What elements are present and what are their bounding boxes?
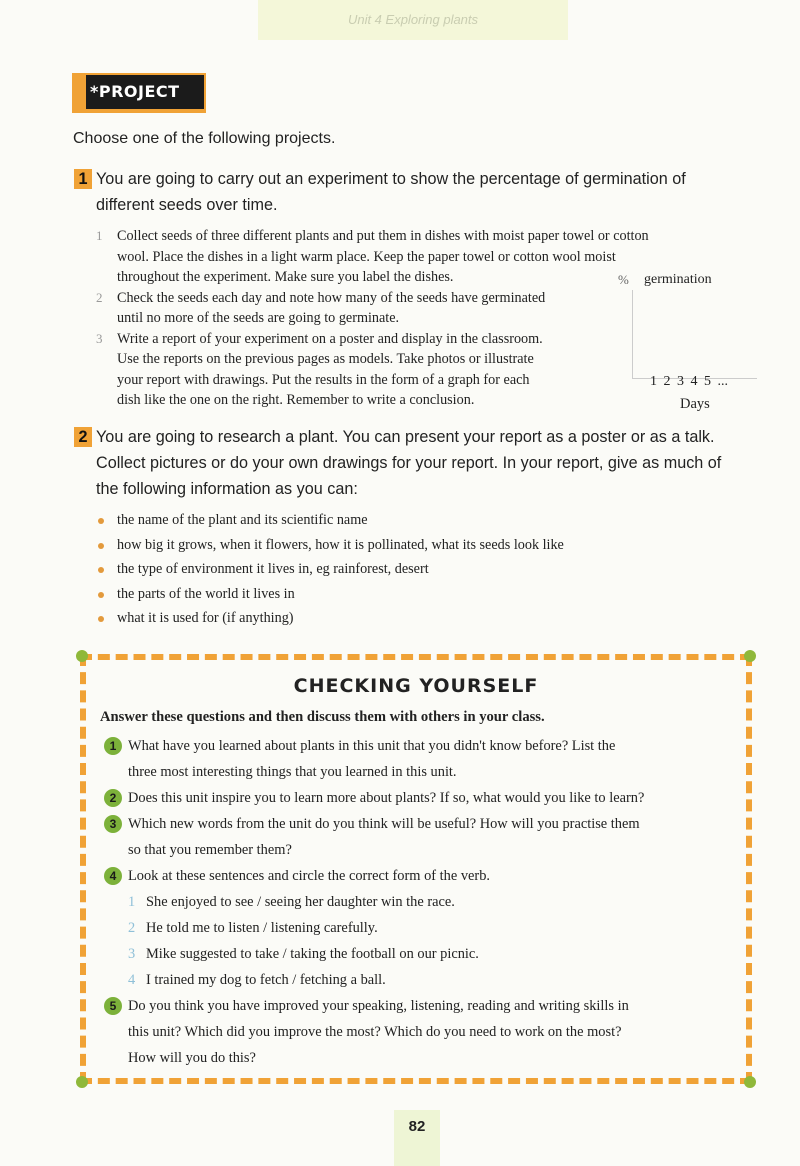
question-line: Does this unit inspire you to learn more about plants? If so, what would you like to learn? [128, 790, 645, 806]
step-line: wool. Place the dishes in a light warm place. Keep the paper towel or cotton wool moist [117, 248, 616, 265]
sentence-text: He told me to listen / listening carefully. [146, 920, 378, 936]
question-number-badge: 3 [104, 815, 122, 833]
sentence-item [128, 967, 386, 993]
step-number: 1 [96, 228, 103, 243]
step-line: Collect seeds of three different plants and put them in dishes with moist paper towel or cotton [117, 228, 649, 244]
question-line: Do you think you have improved your speaking, listening, reading and writing skills in [128, 998, 629, 1014]
list-item: the type of environment it lives in, eg rainforest, desert [96, 557, 564, 582]
list-item: the name of the plant and its scientific name [96, 508, 564, 533]
question-line: Which new words from the unit do you think will be useful? How will you practise them [128, 816, 640, 832]
step-line: until no more of the seeds are going to germinate. [117, 310, 400, 326]
step-line: Write a report of your experiment on a poster and display in the classroom. [117, 330, 543, 347]
sentence-number: 3 [128, 946, 136, 962]
task-2-line: Collect pictures or do your own drawings for your report. In your report, give as much of [96, 454, 722, 472]
task-2-line: the following information as you can: [96, 480, 358, 498]
sentence-number: 4 [128, 972, 136, 988]
graph-x-label: Days [680, 396, 710, 412]
question-number-badge: 4 [104, 867, 122, 885]
page-number: 82 [408, 1118, 426, 1135]
step-number: 3 [96, 330, 103, 346]
corner-dot [744, 1076, 756, 1088]
step-line: Check the seeds each day and note how many of the seeds have germinated [117, 289, 546, 306]
sentence-item [128, 941, 479, 967]
question-4 [104, 863, 744, 889]
task-2-bullets [96, 508, 564, 631]
question-number-badge: 1 [104, 737, 122, 755]
step-line: Use the reports on the previous pages as models. Take photos or illustrate [117, 351, 534, 367]
step-line: your report with drawings. Put the results in the form of a graph for each [117, 371, 530, 388]
task-1-text-line2: different seeds over time. [96, 196, 278, 214]
question-line: this unit? Which did you improve the most? Which do you need to work on the most? [128, 1024, 622, 1040]
step-line: throughout the experiment. Make sure you label the dishes. [117, 269, 454, 285]
project-intro: Choose one of the following projects. [73, 130, 336, 147]
sentence-item [128, 889, 455, 915]
project-banner [72, 73, 206, 113]
graph-y-label: germination [644, 272, 712, 287]
question-line: three most interesting things that you learned in this unit. [128, 764, 457, 780]
corner-dot [76, 1076, 88, 1088]
corner-dot [76, 650, 88, 662]
question-1 [104, 733, 744, 785]
task-1-number: 1 [74, 169, 92, 189]
question-number-badge: 2 [104, 789, 122, 807]
question-number-badge: 5 [104, 997, 122, 1015]
list-item: the parts of the world it lives in [96, 582, 564, 607]
task-2-line: You are going to research a plant. You can present your report as a poster or as a talk. [96, 428, 715, 446]
sentence-item [128, 915, 378, 941]
germination-graph-sketch [618, 268, 768, 414]
sentence-text: She enjoyed to see / seeing her daughter win the race. [146, 894, 455, 910]
question-line: What have you learned about plants in this unit that you didn't know before? List the [128, 738, 616, 754]
checking-yourself-title: CHECKING YOURSELF [293, 675, 539, 697]
question-line: so that you remember them? [128, 842, 292, 858]
graph-y-axis [632, 290, 633, 378]
task-1 [74, 166, 764, 218]
sentence-number: 2 [128, 920, 136, 936]
checking-yourself-instruction: Answer these questions and then discuss them with others in your class. [100, 709, 545, 725]
question-line: How will you do this? [128, 1050, 256, 1066]
project-banner-label: *PROJECT [86, 75, 204, 109]
task-2 [74, 424, 764, 502]
graph-y-unit: % [618, 272, 629, 287]
list-item: how big it grows, when it flowers, how it is pollinated, what its seeds look like [96, 533, 564, 558]
question-5 [104, 993, 744, 1071]
corner-dot [744, 650, 756, 662]
step-line: dish like the one on the right. Remember to write a conclusion. [117, 392, 475, 408]
sentence-text: I trained my dog to fetch / fetching a ball. [146, 972, 386, 988]
sentence-text: Mike suggested to take / taking the football on our picnic. [146, 946, 479, 962]
task-1-text-line1: You are going to carry out an experiment to show the percentage of germination of [96, 170, 686, 188]
question-3 [104, 811, 744, 863]
question-2 [104, 785, 744, 811]
task-2-number: 2 [74, 427, 92, 447]
step-number: 2 [96, 289, 103, 305]
unit-title: Unit 4 Exploring plants [347, 12, 479, 27]
list-item: what it is used for (if anything) [96, 606, 564, 631]
sentence-number: 1 [128, 894, 136, 910]
question-line: Look at these sentences and circle the correct form of the verb. [128, 868, 491, 884]
graph-x-ticks: 1 2 3 4 5 ... [650, 374, 728, 389]
